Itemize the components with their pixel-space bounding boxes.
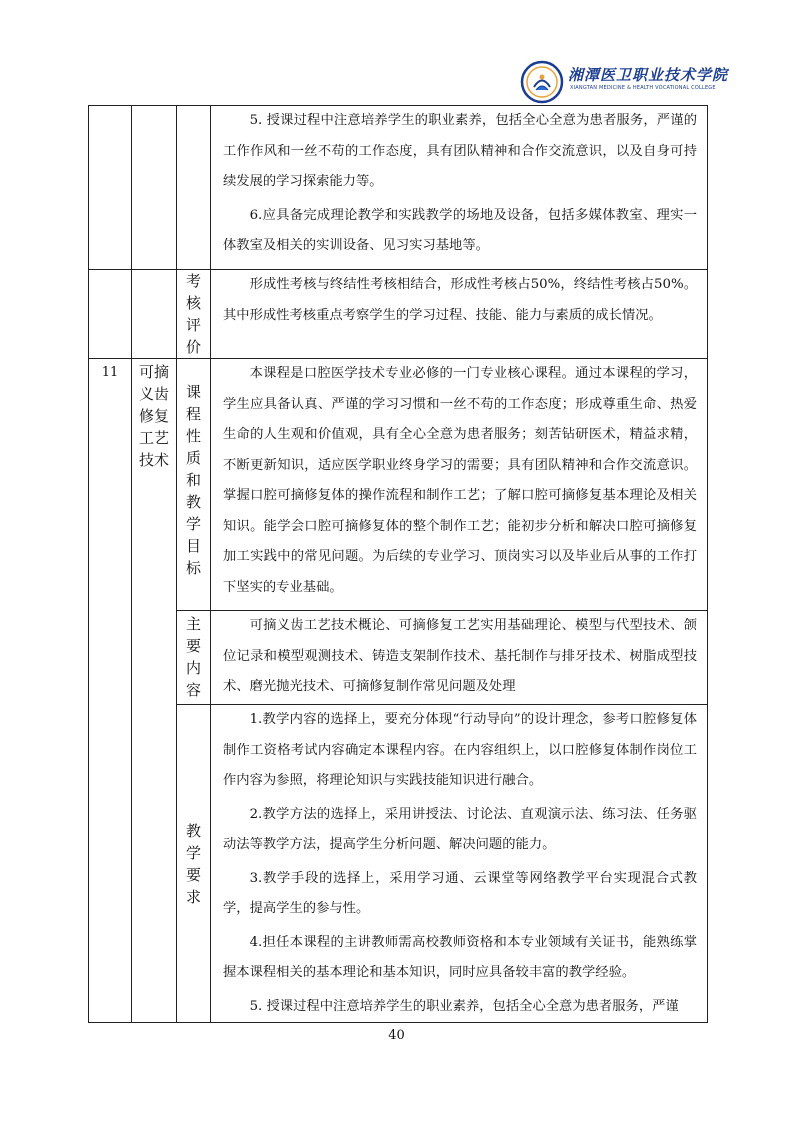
course-number: 11 [89, 359, 132, 1023]
page-number: 40 [388, 1028, 405, 1043]
college-logo [520, 60, 729, 106]
college-emblem-icon [520, 60, 564, 104]
cell-empty [132, 270, 177, 359]
table-row [89, 106, 708, 270]
paragraph: 可摘义齿工艺技术概论、可摘修复工艺实用基础理论、模型与代型技术、颌位记录和模型观测技术、铸造支架制作技术、基托制作与排牙技术、树脂成型技术、磨光抛光技术、可摘修复制作常见问题及处理 [223, 618, 697, 694]
label-assessment: 考 核 评 价 [177, 270, 211, 359]
college-name-cn: 湘潭医卫职业技术学院 [568, 66, 729, 84]
assessment-text [211, 270, 708, 359]
table-row [89, 359, 708, 611]
course-table [88, 105, 708, 1023]
course-name: 可摘义齿修复工艺技术 [132, 359, 177, 1023]
table-row [89, 705, 708, 1023]
cell-empty [177, 106, 211, 270]
paragraph: 4.担任本课程的主讲教师需高校教师资格和本专业领域有关证书，能熟练掌握本课程相关的基本理论和基本知识，同时应具备较丰富的教学经验。 [223, 934, 697, 980]
paragraph: 5. 授课过程中注意培养学生的职业素养，包括全心全意为患者服务，严谨 [249, 998, 679, 1014]
cell-empty [132, 106, 177, 270]
paragraph: 2.教学方法的选择上，采用讲授法、讨论法、直观演示法、练习法、任务驱动法等教学方法，提高学生分析问题、解决问题的能力。 [223, 806, 697, 852]
table-row [89, 270, 708, 359]
table-row [89, 611, 708, 705]
paragraph: 形成性考核与终结性考核相结合，形成性考核占50%，终结性考核占50%。其中形成性考核重点考察学生的学习过程、技能、能力与素质的成长情况。 [223, 277, 697, 323]
label-teaching-requirements: 教 学 要 求 [177, 705, 211, 1023]
paragraph: 1.教学内容的选择上，要充分体现“行动导向”的设计理念，参考口腔修复体制作工资格考试内容确定本课程内容。在内容组织上，以口腔修复体制作岗位工作内容为参照，将理论知识与实践技能知识进行融合。 [223, 712, 697, 788]
paragraph: 本课程是口腔医学技术专业必修的一门专业核心课程。通过本课程的学习，学生应具备认真、严谨的学习习惯和一丝不苟的工作态度；形成尊重生命、热爱生命的人生观和价值观，具有全心全意为患者服务；刻苦钻研医术，精益求精，不断更新知识，适应医学职业终身学习的需要；具有团队精神和合作交流意识。掌握口腔可摘修复体的操作流程和制作工艺；了解口腔可摘修复基本理论及相关知识。能学会口腔可摘修复体的整个制作工艺；能初步分析和解决口腔可摘修复加工实践中的常见问题。为后续的专业学习、顶岗实习以及毕业后从事的工作打下坚实的专业基础。 [223, 366, 697, 595]
teaching-requirements-text [211, 705, 708, 1023]
paragraph: 6.应具备完成理论教学和实践教学的场地及设备，包括多媒体教室、理实一体教室及相关的实训设备、见习实习基地等。 [223, 207, 697, 253]
cell-empty [89, 270, 132, 359]
cell-empty [89, 106, 132, 270]
college-name-en: XIANGTAN MEDICINE & HEALTH VOCATIONAL COLLEGE [570, 85, 716, 91]
label-course-nature-objectives: 课 程 性 质 和 教 学 目 标 [177, 359, 211, 611]
teaching-requirements-continued [211, 106, 708, 270]
paragraph: 5. 授课过程中注意培养学生的职业素养，包括全心全意为患者服务，严谨的工作作风和一丝不苟的工作态度，具有团队精神和合作交流意识，以及自身可持续发展的学习探索能力等。 [223, 113, 697, 189]
label-main-content: 主 要 内 容 [177, 611, 211, 705]
main-content-text [211, 611, 708, 705]
paragraph: 3.教学手段的选择上，采用学习通、云课堂等网络教学平台实现混合式教学，提高学生的参与性。 [223, 870, 697, 916]
course-nature-text [211, 359, 708, 611]
